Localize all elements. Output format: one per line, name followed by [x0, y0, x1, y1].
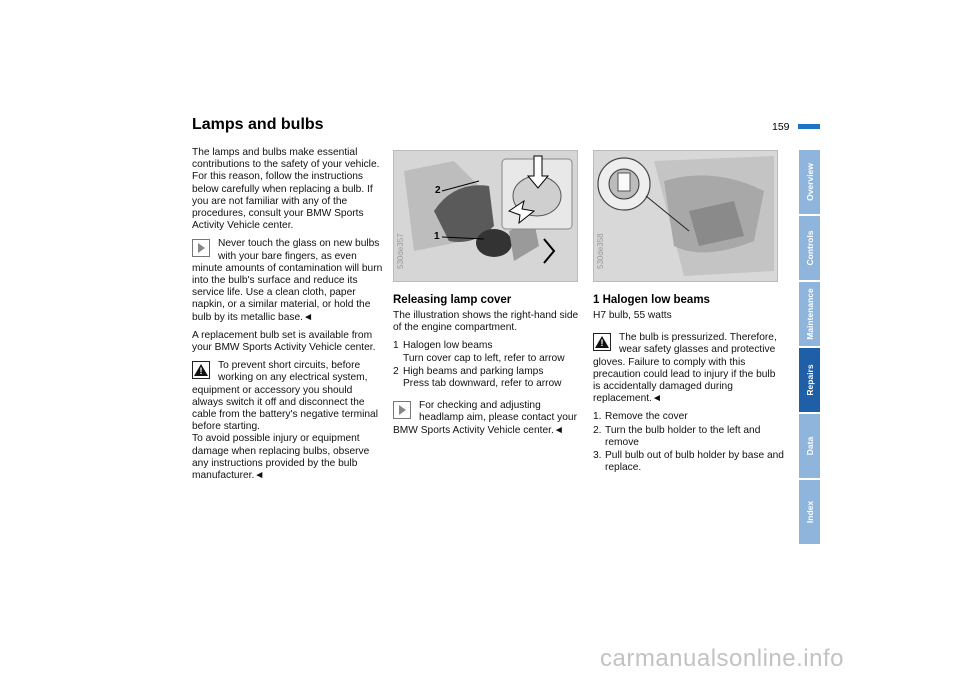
info-note-text: Never touch the glass on new bulbs with your bare fingers, as even minute amounts of contamination will burn into the bulb's surface and reduce its service life. Use a clean cloth, paper napkin, or a similar material, or hold the bulb by its metallic base.◄	[192, 238, 383, 323]
page-number: 159	[772, 121, 790, 133]
headlamp-bulb-photo	[593, 150, 778, 282]
warning-note	[192, 360, 384, 482]
tab-controls[interactable]: Controls	[799, 216, 820, 280]
engine-illustration	[394, 151, 577, 281]
figure-code: 530de357	[396, 233, 405, 269]
list-item: 1. Remove the cover	[593, 411, 688, 423]
tab-data[interactable]: Data	[799, 414, 820, 478]
callout-2: 2	[435, 185, 441, 196]
watermark: carmanualsonline.info	[600, 645, 844, 672]
tab-overview[interactable]: Overview	[799, 150, 820, 214]
callout-1: 1	[434, 231, 440, 242]
pressurized-warning	[593, 332, 785, 405]
headlamp-aim-note-text: For checking and adjusting headlamp aim, please contact your BMW Sports Activity Vehicle center.◄	[393, 400, 577, 436]
warning-icon	[593, 333, 611, 351]
warning-note-text-2: To avoid possible injury or equipment damage when replacing bulbs, observe any instructions provided by the bulb manufacturer.◄	[192, 433, 370, 482]
page-title: Lamps and bulbs	[192, 116, 324, 133]
list-item: 2 High beams and parking lamps Press tab downward, refer to arrow	[393, 365, 562, 390]
releasing-intro: The illustration shows the right-hand side of the engine compartment.	[393, 310, 579, 334]
page-marker-bar	[798, 124, 820, 129]
intro-paragraph: The lamps and bulbs make essential contributions to the safety of your vehicle. For this reason, follow the instructions below carefully when replacing a bulb. If you are not familiar with any of the procedures, consult your BMW Sports Activity Vehicle center.	[192, 147, 380, 232]
column-left	[192, 147, 384, 488]
headlamp-illustration	[594, 151, 777, 281]
engine-compartment-photo	[393, 150, 578, 282]
list-item: 3. Pull bulb out of bulb holder by base and replace.	[593, 450, 784, 474]
replacement-steps	[593, 411, 785, 474]
tab-index[interactable]: Index	[799, 480, 820, 544]
list-item: 2. Turn the bulb holder to the left and remove	[593, 424, 761, 448]
section-heading-halogen: 1 Halogen low beams	[593, 294, 710, 306]
info-note	[192, 238, 384, 323]
info-triangle-icon	[393, 401, 411, 419]
figure-code: 530de358	[596, 233, 605, 269]
releasing-list	[393, 340, 585, 390]
tab-repairs[interactable]: Repairs	[799, 348, 820, 412]
bulb-spec: H7 bulb, 55 watts	[593, 310, 672, 321]
column-right	[593, 293, 785, 475]
info-triangle-icon	[192, 239, 210, 257]
headlamp-aim-note	[393, 400, 585, 437]
section-tabs	[799, 150, 820, 546]
list-item: 1 Halogen low beams Turn cover cap to left, refer to arrow	[393, 340, 565, 364]
pressurized-warning-text: The bulb is pressurized. Therefore, wear safety glasses and protective gloves. Failure to comply with this precaution could lead to injury if the bulb is accidentally damaged during replacement.◄	[593, 332, 777, 405]
column-middle	[393, 293, 585, 443]
section-heading-releasing: Releasing lamp cover	[393, 294, 512, 306]
warning-note-text: To prevent short circuits, before working on any electrical system, equipment or accessory you should always switch it off and disconnect the cable from the battery's negative terminal before starting.	[192, 360, 378, 433]
tab-maintenance[interactable]: Maintenance	[799, 282, 820, 346]
warning-icon	[192, 361, 210, 379]
replacement-paragraph: A replacement bulb set is available from your BMW Sports Activity Vehicle center.	[192, 329, 376, 354]
